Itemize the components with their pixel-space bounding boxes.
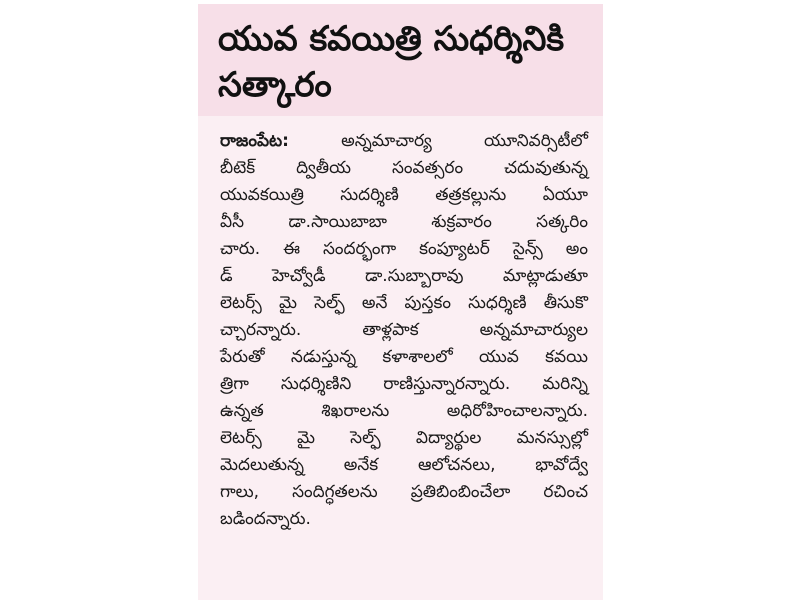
article-line-5: చారు. ఈ సందర్భంగా కంప్యూటర్ సైన్స్ అం [220,239,588,259]
article-line-2: బీటెక్ ద్వితీయ సంవత్సరం చదువుతున్న [220,158,588,178]
article-line-1 [220,128,588,155]
article-line-9: పేరుతో నడుస్తున్న కళాశాలలో యువ కవయి [220,347,588,367]
article-line-13: మెదలుతున్న అనేక ఆలోచనలు, భావోద్వే [220,455,588,475]
article-line-12: లెటర్స్ మై సెల్ఫ్ విద్యార్థుల మనస్సుల్లో [220,428,588,448]
article-line-15: బడిందన్నారు. [220,509,311,529]
article-line-14: గాలు, సందిగ్ధతలను ప్రతిబింబించేలా రచించ [220,482,588,502]
article-line-10: త్రిగా సుధర్శిణిని రాణిస్తున్నారన్నారు. మరిన్ని [220,374,588,394]
article-line-6: డ్ హెచ్వోడీ డా.సుబ్బారావు మాట్లాడుతూ [220,266,588,286]
dateline: రాజంపేట: [220,131,289,151]
headline-line-2: సత్కారం [218,65,332,105]
article-line-4: వీసీ డా.సాయిబాబా శుక్రవారం సత్కరిం [220,212,588,232]
headline [218,16,588,108]
headline-line-1: యువ కవయిత్రి సుధర్శినికి [218,19,565,59]
newspaper-clipping [198,4,603,600]
article-body [220,128,588,533]
article-line-8: చ్చారన్నారు. తాళ్లపాక అన్నమాచార్యుల [220,320,588,340]
article-line-3: యువకయిత్రి సుదర్శిణి తత్రకల్లును ఏయూ [220,185,588,205]
article-line-1-text: అన్నమాచార్య యూనివర్సిటీలో [288,131,588,151]
article-line-7: లెటర్స్ మై సెల్ఫ్ అనే పుస్తకం సుధర్శిణి తీసుకొ [220,293,588,313]
article-line-11: ఉన్నత శిఖరాలను అధిరోహించాలన్నారు. [220,401,588,421]
